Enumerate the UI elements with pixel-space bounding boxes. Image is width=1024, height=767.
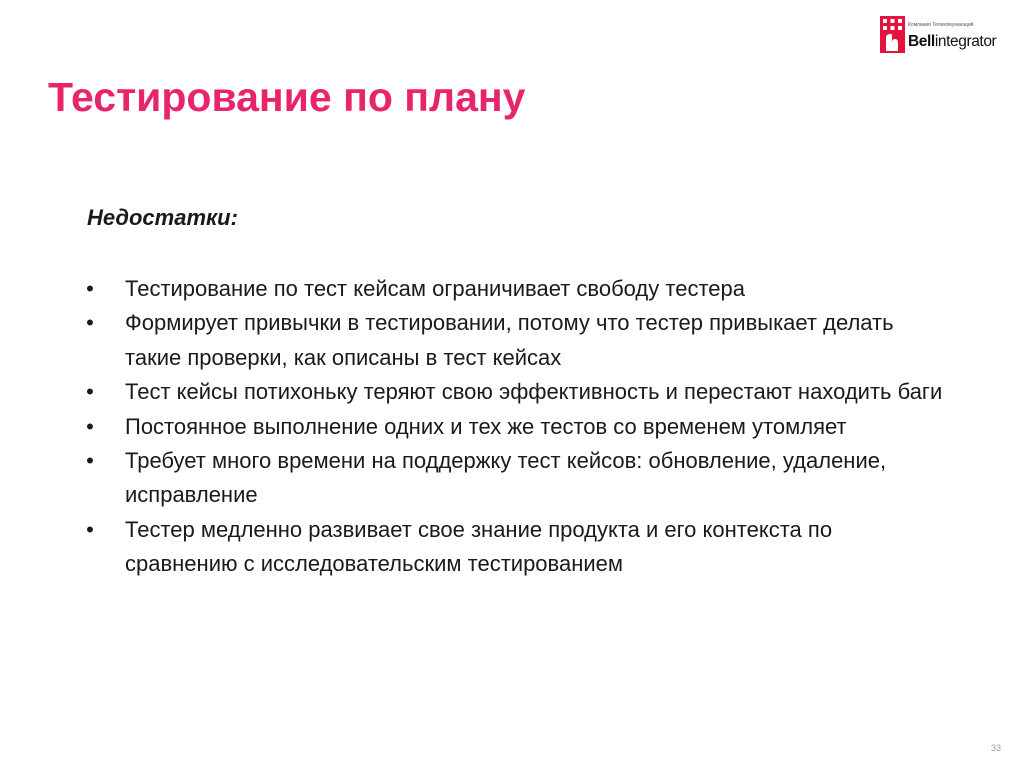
brand-logo [880, 16, 1010, 56]
disadvantages-list [84, 272, 944, 582]
bullet-icon: • [86, 448, 94, 474]
bullet-icon: • [86, 310, 94, 336]
list-item-text: Требует много времени на поддержку тест кейсов: обновление, удаление, исправление [125, 448, 887, 508]
list-item [84, 272, 944, 306]
bullet-icon: • [86, 276, 94, 301]
list-item [84, 410, 944, 444]
list-item-text: Формирует привычки в тестировании, потому что тестер привыкает делать такие проверки, как описаны в тест кейсах [125, 310, 894, 370]
logo-tagline: Компания Телекомуникаций [908, 22, 974, 28]
list-item-text: Тестирование по тест кейсам ограничивает свободу тестера [125, 276, 745, 301]
bell-integrator-logo-icon [880, 16, 905, 53]
list-item [84, 375, 944, 409]
bullet-icon: • [86, 413, 94, 439]
list-item [84, 444, 944, 513]
slide-number: 33 [991, 743, 1002, 753]
logo-wordmark [908, 33, 996, 51]
logo-wordmark-bold: Bell [908, 33, 935, 50]
slide-title: Тестирование по плану [48, 74, 526, 120]
list-item [84, 306, 944, 375]
list-item-text: Тестер медленно развивает свое знание продукта и его контекста по сравнению с исследовательским тестированием [125, 516, 833, 577]
logo-wordmark-regular: integrator [934, 33, 997, 50]
list-item [84, 513, 944, 582]
disadvantages-heading: Недостатки: [87, 205, 238, 230]
list-item-text: Тест кейсы потихоньку теряют свою эффективность и перестают находить баги [125, 379, 943, 405]
list-item-text: Постоянное выполнение одних и тех же тестов со временем утомляет [125, 413, 847, 439]
bullet-icon: • [86, 516, 94, 542]
bullet-icon: • [86, 379, 94, 405]
